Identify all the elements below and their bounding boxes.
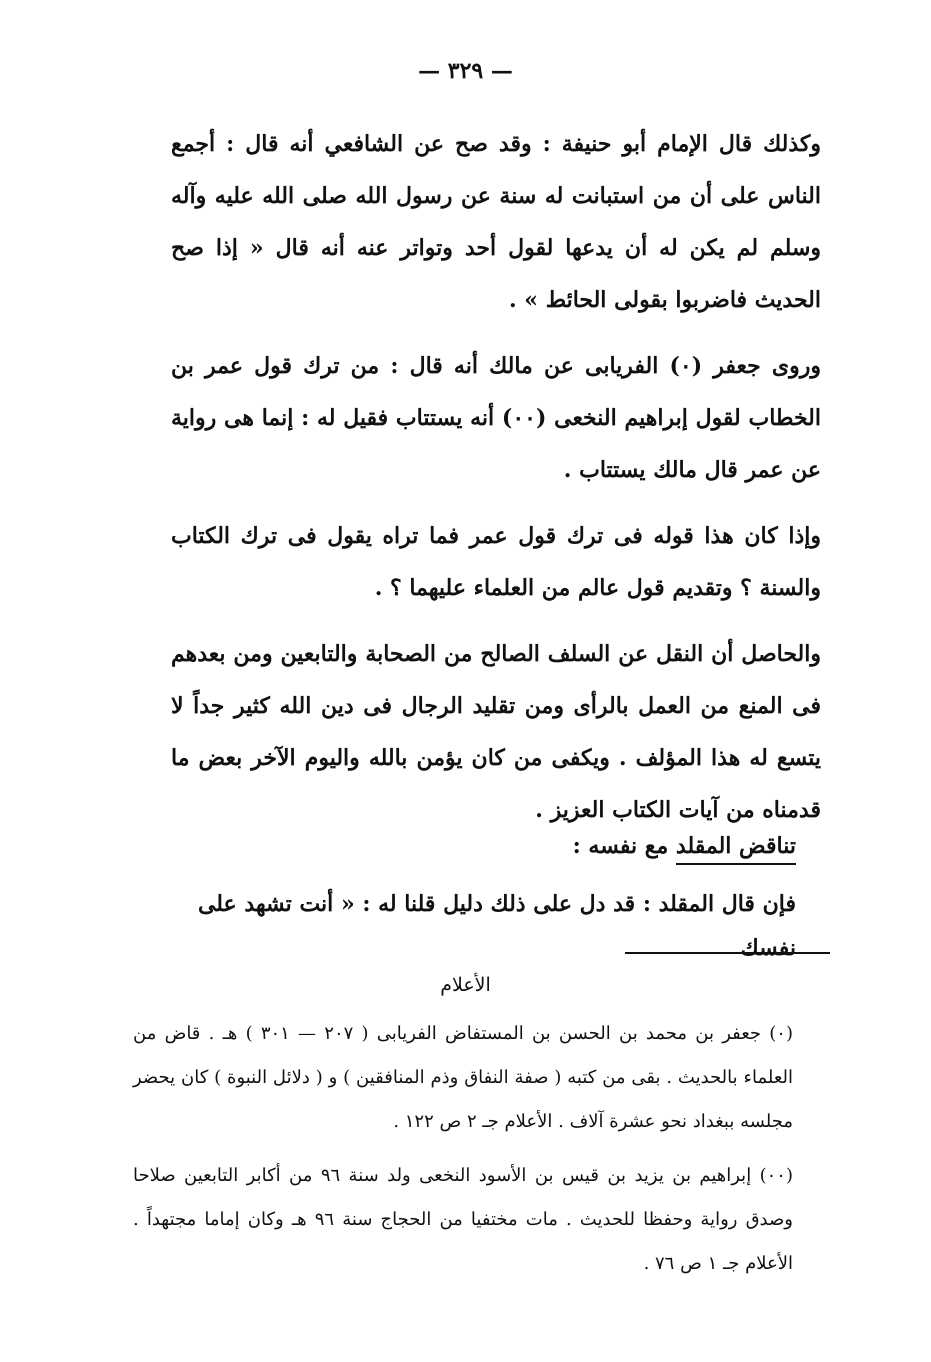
paragraph-1: وكذلك قال الإمام أبو حنيفة : وقد صح عن الشافعي أنه قال : أجمع الناس على أن من استبانت له سنة عن رسول الله صلى الله عليه وآله وسلم لم يكن له أن يدعها لقول أحد وتواتر عنه أنه قال « إذا صح الحديث فاضربوا بقولى الحائط » . bbox=[171, 131, 822, 313]
main-text bbox=[171, 118, 821, 850]
continuing-text: فإن قال المقلد : قد دل على ذلك دليل قلنا له : « أنت تشهد على نفسك bbox=[197, 891, 796, 961]
footnotes bbox=[133, 1012, 793, 1296]
paragraph-2: وروى جعفر (٠) الفريابى عن مالك أنه قال : من ترك قول عمر بن الخطاب لقول إبراهيم النخعى (٠٠) أنه يستتاب فقيل له : إنما هى رواية عن عمر قال مالك يستتاب . bbox=[171, 353, 821, 483]
paragraph-3: وإذا كان هذا قوله فى ترك قول عمر فما تراه يقول فى ترك الكتاب والسنة ؟ وتقديم قول عالم من العلماء عليهما ؟ . bbox=[171, 523, 821, 601]
section-heading-rest: مع نفسه : bbox=[572, 833, 676, 859]
section-heading bbox=[573, 826, 796, 866]
footnotes-title: الأعلام bbox=[440, 974, 491, 996]
paragraph-4: والحاصل أن النقل عن السلف الصالح من الصحابة والتابعين ومن بعدهم فى المنع من العمل بالرأى ومن تقليد الرجال فى دين الله كثير جداً لا يتسع له هذا المؤلف . ويكفى من كان يؤمن بالله واليوم الآخر بعض ما قدمناه من آيات الكتاب العزيز . bbox=[171, 641, 821, 823]
page-number: — ٣٢٩ — bbox=[418, 58, 513, 84]
footnote-divider bbox=[625, 952, 830, 954]
footnote-1: (٠) جعفر بن محمد بن الحسن بن المستفاض الفريابى ( ٢٠٧ — ٣٠١ ) هـ . قاض من العلماء بالحديث . بقى من كتبه ( صفة النفاق وذم المنافقين ) و ( دلائل النبوة ) كان يحضر مجلسه ببغداد نحو عشرة آلاف . الأعلام جـ ٢ ص ١٢٢ . bbox=[133, 1023, 793, 1132]
footnote-2: (٠٠) إبراهيم بن يزيد بن قيس بن الأسود النخعى ولد سنة ٩٦ من أكابر التابعين صلاحا وصدق رواية وحفظا للحديث . مات مختفيا من الحجاج سنة ٩٦ هـ وكان إماما مجتهداً . الأعلام جـ ١ ص ٧٦ . bbox=[133, 1165, 793, 1274]
section-heading-underlined: تناقض المقلد bbox=[676, 833, 796, 865]
